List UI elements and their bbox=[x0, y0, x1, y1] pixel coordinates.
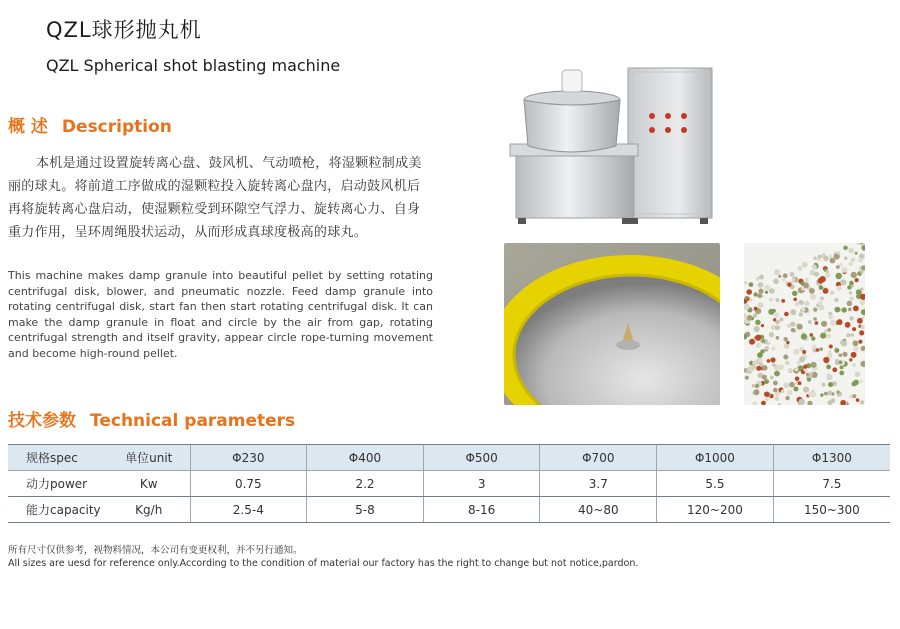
spec-cell: Φ230 bbox=[190, 445, 307, 471]
machine-photo bbox=[506, 62, 718, 228]
technical-heading-en: Technical parameters bbox=[90, 411, 296, 431]
table-cell: 5.5 bbox=[657, 471, 774, 497]
description-heading bbox=[8, 112, 172, 137]
footnote-en: All sizes are uesd for reference only.According to the condition of material our factory has the right to change but not notice,pardon. bbox=[8, 558, 639, 569]
header-unit: 单位unit bbox=[108, 445, 190, 471]
table-cell: 5-8 bbox=[307, 497, 424, 523]
table-header-row bbox=[8, 445, 890, 471]
table-cell: 8-16 bbox=[423, 497, 540, 523]
technical-heading bbox=[8, 406, 295, 431]
description-heading-cn: 概 述 bbox=[8, 117, 48, 137]
row-unit: Kw bbox=[108, 471, 190, 497]
description-text-en: This machine makes damp granule into beautiful pellet by setting rotating centrifugal disk, blower, and pneumatic nozzle. Feed damp granule into rotating centrifugal disk, start fan then start rotating centrifugal disk. It can make the damp granule in float and circle by the air from gap, rotating centrifugal strength and itself gravity, appear circle rope-turning movement and become high-round pellet. bbox=[8, 269, 433, 360]
table-cell: 3.7 bbox=[540, 471, 657, 497]
table-cell: 7.5 bbox=[773, 471, 890, 497]
header-spec: 规格spec bbox=[8, 445, 108, 471]
pellet-beads-photo bbox=[744, 243, 865, 405]
footnote bbox=[8, 544, 638, 570]
table-row bbox=[8, 471, 890, 497]
spec-cell: Φ400 bbox=[307, 445, 424, 471]
spec-cell: Φ1000 bbox=[657, 445, 774, 471]
table-cell: 2.2 bbox=[307, 471, 424, 497]
spec-cell: Φ1300 bbox=[773, 445, 890, 471]
table-cell: 150~300 bbox=[773, 497, 890, 523]
technical-heading-cn: 技术参数 bbox=[8, 411, 76, 431]
table-cell: 3 bbox=[423, 471, 540, 497]
table-cell: 120~200 bbox=[657, 497, 774, 523]
row-label: 动力power bbox=[8, 471, 108, 497]
page-title-cn: QZL球形抛丸机 bbox=[46, 18, 202, 42]
centrifugal-disk-photo bbox=[504, 243, 720, 405]
table-row bbox=[8, 497, 890, 523]
page-title-en: QZL Spherical shot blasting machine bbox=[46, 56, 341, 75]
spec-cell: Φ500 bbox=[423, 445, 540, 471]
footnote-cn: 所有尺寸仅供参考，视物料情况，本公司有变更权利，并不另行通知。 bbox=[8, 545, 303, 556]
row-label: 能力capacity bbox=[8, 497, 108, 523]
spec-cell: Φ700 bbox=[540, 445, 657, 471]
table-cell: 2.5-4 bbox=[190, 497, 307, 523]
spec-table bbox=[8, 444, 890, 523]
table-cell: 40~80 bbox=[540, 497, 657, 523]
row-unit: Kg/h bbox=[108, 497, 190, 523]
table-cell: 0.75 bbox=[190, 471, 307, 497]
description-heading-en: Description bbox=[61, 117, 172, 137]
description-text-cn: 本机是通过设置旋转离心盘、鼓风机、气动喷枪，将湿颗粒制成美丽的球丸。将前道工序做成的湿颗粒投入旋转离心盘内，启动鼓风机后再将旋转离心盘启动，使湿颗粒受到环隙空气浮力、旋转离心力、自身重力作用，呈环周绳股状运动，从而形成真球度极高的球丸。 bbox=[8, 156, 422, 240]
